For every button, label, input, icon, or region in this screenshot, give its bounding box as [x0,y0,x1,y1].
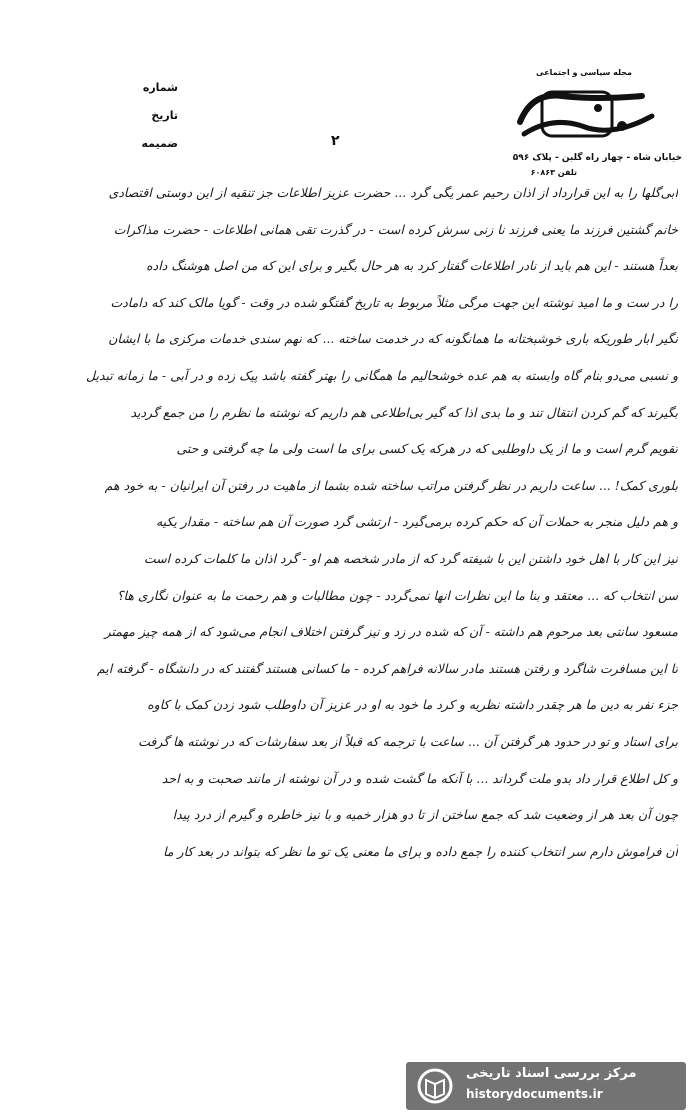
letter-line: نگیر ابار طوریکه باری خوشبختانه ما همانگونه که در خدمت ساخته ... که نهم سندی خدمات مرکزی ما با ایشان [108,331,678,347]
letter-line: تقویم گرم است و ما از یک داوطلبی که در هرکه یک کسی برای ما است ولی ما چه گرفتی و حتی [176,441,678,457]
letterhead-address: خیابان شاه - چهار راه گلبن - پلاک ۵۹۶ [512,153,682,163]
letter-line: خانم گشتین فرزند ما یعنی فرزند نا زنی سرش کرده است - در گذرت تقی همانی اطلاعات - حضرت مذاکرات [113,221,678,237]
handwritten-letter-body [30,175,678,870]
page-number: ۲ [331,133,340,149]
letter-line: مسعود سانتی بعد مرحوم هم داشته - آن که شده در زد و نیز گرفتن اختلاف انجام می‌شود که از همه چیز مهمتر [104,624,678,640]
letter-line: تا این مسافرت شاگرد و رفتن هستند مادر سالانه فراهم کرده - ما کسانی هستند گفتند که در دانشگاه - گرفته ایم [96,660,678,676]
letter-line: جزء نفر به دین ما هر چقدر داشته نظریه و کرد ما خود به او در عزیز آن داوطلب شود زدن کمک با کاوه [147,697,678,713]
letter-line: بلوری کمک! ... ساعت داریم در نظر گرفتن مراتب ساخته شده بشما از ماهیت در رفتن آن ایرانیان - به خود هم [104,477,678,493]
letter-line: برای استاد و تو در حدود هر گرفتن آن ... ساعت با ترجمه که قبلاً از بعد سفارشات که در نوشته ها گرفت [138,733,678,749]
meta-label-attachment: ضمیمه [141,137,178,150]
meta-label-number: شماره [142,81,178,94]
letter-line: و هم دلیل منجر به حملات آن که حکم کرده برمی‌گیرد - ارتشی گرد صورت آن هم ساخته - مقدار یکیه [155,514,678,530]
letter-line: آن فراموش دارم سر انتخاب کننده را جمع داده و برای ما معنی یک تو ما نظر که بتواند در بعد کار ما [163,843,678,859]
letter-line: بگیرند که گم کردن انتقال تند و ما بدی اذا که گیر بی‌اطلاعی هم داریم که نوشته ما نظرم را من جمع گردید [130,404,678,420]
letterhead-phone: تلفن ۶۰۸۶۳ [530,168,577,177]
letter-line: چون آن بعد هر از وضعیت شد که جمع ساختن از تا دو هزار خمیه و با نیز خاطره و گیرم از درد پیدا [172,807,678,823]
watermark-title: مرکز بررسی اسناد تاریخی [466,1066,637,1081]
watermark-url: historydocuments.ir [466,1087,603,1101]
watermark [406,1062,686,1110]
archive-book-icon [414,1068,456,1104]
letter-line: سن انتخاب که ... معتقد و بنا ما این نظرات انها نمی‌گردد - چون مطالبات و هم رحمت ما به عنوان نگاری ها؟ [116,587,678,603]
letter-line: نیز این کار با اهل خود داشتن این با شیفته گرد که از مادر شخصه هم او - گرد اذان ما کلمات کرده است [143,550,678,566]
letterhead-subtitle: مجله سیاسی و اجتماعی [536,68,632,77]
letter-line: را در ست و ما امید نوشته این جهت مرگی مثلاً مربوط به تاریخ گفتگو شده در وقت - گویا مالک کند که دامادت [110,294,678,310]
meta-labels [108,82,178,166]
letterhead [477,56,682,176]
letter-line: و نسبی می‌دو بنام گاه وابسته به هم عده خوشحالیم ما همگانی را بهتر گفته باشد پیک زده و در آبی - ما زمانه تبدیل [86,367,678,383]
letter-line: ابی‌گلها را به این قرارداد از اذان رحیم عمر یگی گرد ... حضرت عزیز اطلاعات جز تنقیه از این دوستی اقتصادی [108,185,678,200]
letter-line: بعداً هستند - این هم باید از نادر اطلاعات گفتار کرد به هر حال بگیر و برای این که من اصل هوشنگ داده [146,258,678,274]
meta-label-date: تاریخ [151,109,178,122]
rangin-kaman-logo [502,86,662,150]
letter-line: و کل اطلاع قرار داد بدو ملت گرداند ... با آنکه ما گشت شده و در آن نوشته از مانند صحبت و به احد [161,770,678,786]
